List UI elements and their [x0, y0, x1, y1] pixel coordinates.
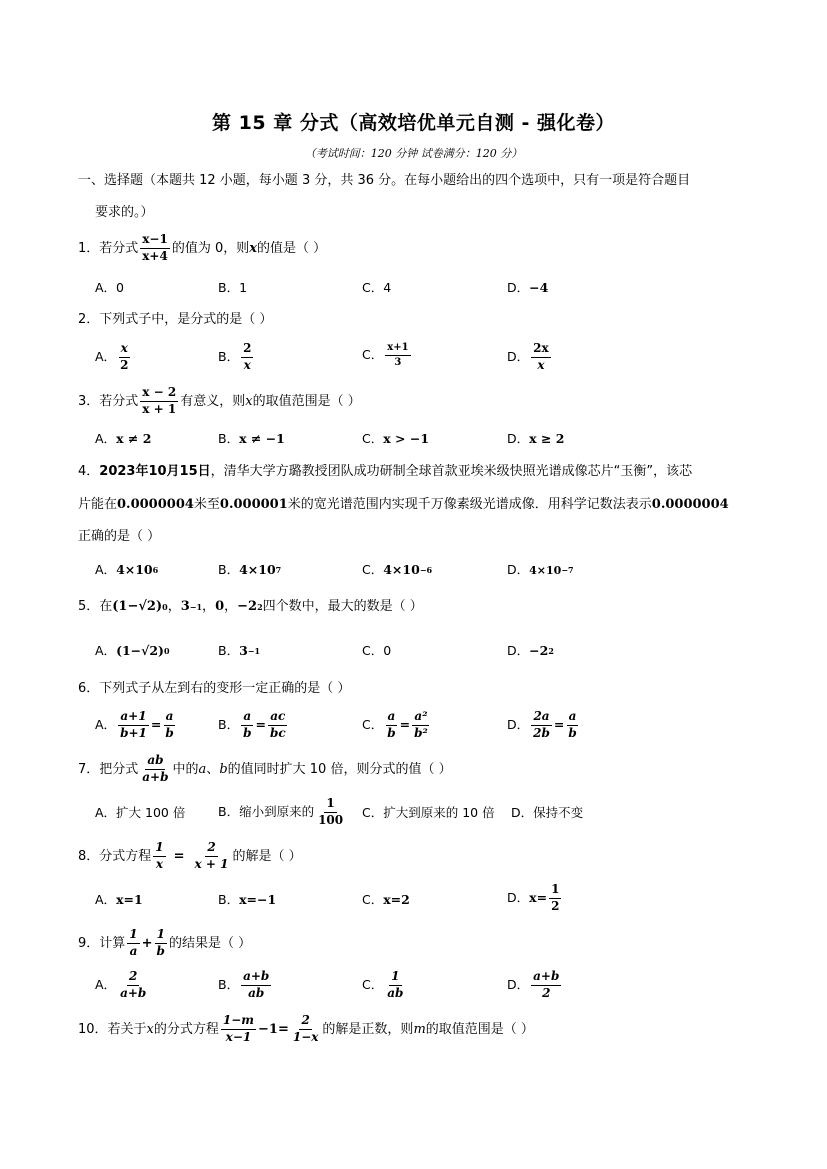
q1-option-d[interactable]	[507, 282, 548, 295]
q8-eq: =	[173, 848, 185, 864]
q2-d-frac	[531, 342, 551, 373]
q5-d-label: D．	[507, 643, 530, 658]
q7-b-den: 100	[318, 812, 344, 827]
q2-d-den: x	[537, 357, 545, 372]
q3-den: x + 1	[142, 401, 177, 416]
q4-b-base: 4×10	[239, 562, 276, 577]
q2-b-frac	[241, 342, 253, 373]
q9-post: 的结果是（ ）	[168, 935, 252, 951]
q2-b-num: 2	[241, 342, 253, 358]
q8-lnum: 1	[153, 841, 165, 857]
q4-option-d[interactable]: D． 4×10 −7	[507, 562, 574, 577]
q1-option-d-label: D．	[507, 280, 530, 295]
q5-expr1: (1−√2)	[112, 599, 163, 614]
q5-b-label: B．	[218, 643, 240, 658]
q1-var: x	[249, 240, 258, 256]
q6-c-d2: b²	[414, 725, 428, 740]
q6-d-eq: =	[553, 717, 565, 733]
q8-c-label: C．	[362, 892, 384, 907]
q7-b-frac	[316, 797, 345, 828]
q2-a-frac	[118, 342, 130, 373]
q6-option-d[interactable]	[507, 710, 581, 741]
question-6: 6．下列式子从左到右的变形一定正确的是（ ）	[78, 681, 351, 696]
q10-pre: 10．若关于	[78, 1021, 147, 1037]
q3-c-label: C．	[362, 431, 384, 446]
q9-option-b[interactable]	[218, 970, 273, 1001]
q7-fraction	[140, 754, 170, 785]
q4-a-label: A．	[95, 562, 117, 577]
q9-a-num: 2	[127, 970, 139, 986]
section-heading-cont: 要求的。）	[95, 205, 154, 220]
question-5: 5．在 (1−√2) 0 ， 3 −1 ， 0 ， −2 2 四个数中，最大的数是（ ）	[78, 599, 423, 614]
q9-pre: 9．计算	[78, 935, 126, 951]
q8-pre: 8．分式方程	[78, 848, 152, 864]
q10-post1: 的解是正数，则	[322, 1021, 414, 1037]
q7-var-a: a	[198, 761, 207, 777]
q10-var-m: m	[413, 1021, 426, 1037]
q5-b-value: 3	[239, 643, 248, 658]
q9-d-label: D．	[507, 977, 530, 993]
q7-sep: 、	[206, 761, 220, 777]
q2-option-c[interactable]	[362, 342, 413, 368]
q4-value-1: 0.0000004	[117, 497, 194, 512]
q8-d-value: x=	[529, 890, 548, 906]
q5-option-b[interactable]: B． 3 −1	[218, 643, 261, 658]
q7-b-num: 1	[324, 797, 336, 813]
q10-var: x	[146, 1021, 154, 1037]
q1-num: x−1	[140, 233, 170, 249]
q9-d1: a	[129, 943, 138, 958]
q9-a-den: a+b	[120, 985, 147, 1000]
q9-option-c[interactable]	[362, 970, 407, 1001]
q9-a-label: A．	[95, 977, 117, 993]
q8-lden: x	[155, 856, 164, 871]
q10-minus: −1=	[258, 1021, 289, 1037]
q5-expr2: 3	[180, 599, 190, 614]
q6-b-label: B．	[218, 717, 240, 733]
q5-a-value: (1−√2)	[116, 643, 164, 658]
q10-post2: 的取值范围是（ ）	[425, 1021, 534, 1037]
q2-c-den: 3	[394, 356, 402, 368]
q2-b-label: B．	[218, 349, 240, 365]
q10-d1: x−1	[225, 1029, 252, 1044]
q1-post1: 的值为 0，则	[171, 240, 250, 256]
q6-b-d2: bc	[269, 725, 286, 740]
q2-a-num: x	[119, 342, 130, 358]
q5-post: 四个数中，最大的数是（ ）	[262, 599, 423, 614]
section-heading: 一、选择题（本题共 12 小题，每小题 3 分，共 36 分。在每小题给出的四个选项中，只有一项是符合题目	[78, 173, 691, 188]
question-2: 2．下列式子中，是分式的是（ ）	[78, 312, 273, 327]
q9-b-num: a+b	[241, 970, 271, 986]
q6-a-n2: a	[164, 710, 176, 726]
q8-b-value: x=−1	[239, 892, 277, 907]
q4-value-2: 0.000001	[219, 497, 288, 512]
question-10	[78, 1014, 534, 1045]
q6-a-d2: b	[165, 725, 174, 740]
q3-b-label: B．	[218, 431, 240, 446]
q6-option-b[interactable]	[218, 710, 290, 741]
q3-option-c[interactable]	[362, 433, 429, 446]
q9-n1: 1	[127, 928, 139, 944]
q9-frac2	[155, 928, 167, 959]
q4-c-label: C．	[362, 562, 384, 577]
q3-a-value: x ≠ 2	[116, 431, 152, 446]
q8-option-c[interactable]	[362, 894, 410, 907]
q6-d-d2: b	[568, 725, 577, 740]
q9-plus: +	[141, 935, 153, 951]
q6-d-d1: 2b	[533, 725, 550, 740]
q4-option-c[interactable]: C． 4×10 −6	[362, 562, 433, 577]
q4-value-3: 0.0000004	[651, 497, 729, 512]
question-9	[78, 928, 251, 959]
q7-var-b: b	[219, 761, 228, 777]
q7-option-b[interactable]	[218, 797, 347, 828]
q3-fraction	[140, 386, 178, 417]
q7-den: a+b	[142, 769, 169, 784]
q6-c-frac1	[385, 710, 397, 741]
q5-expr4: −2	[237, 599, 258, 614]
question-4-line1	[78, 465, 692, 478]
q8-option-d[interactable]	[507, 883, 563, 914]
q9-c-frac	[385, 970, 405, 1001]
q5-pre: 5．在	[78, 599, 113, 614]
q9-frac1	[127, 928, 139, 959]
q2-a-label: A．	[95, 349, 117, 365]
q4-line2-c: 米至	[193, 497, 220, 512]
q1-fraction	[140, 233, 170, 264]
q4-c-base: 4×10	[383, 562, 420, 577]
q8-option-b[interactable]	[218, 894, 276, 907]
q5-expr3: 0	[215, 599, 225, 614]
q4-option-b[interactable]: B． 4×10 7	[218, 562, 282, 577]
q8-b-label: B．	[218, 892, 240, 907]
q1-option-c[interactable]: C．4	[362, 280, 392, 295]
q1-option-b[interactable]: B．1	[218, 280, 248, 295]
q1-option-a[interactable]: A．0	[95, 280, 125, 295]
q6-d-n2: a	[567, 710, 579, 726]
q4-line2-a: 片能在	[78, 497, 118, 512]
q7-post1: 中的	[172, 761, 199, 777]
q6-d-frac1	[531, 710, 552, 741]
q4-option-a[interactable]: A． 4×10 6	[95, 562, 159, 577]
q7-post2: 的值同时扩大 10 倍，则分式的值（ ）	[227, 761, 452, 777]
q6-option-c[interactable]	[362, 710, 432, 741]
q1-pre: 1．若分式	[78, 240, 139, 256]
q5-a-label: A．	[95, 643, 117, 658]
q1-post2: 的值是（ ）	[257, 240, 327, 256]
q6-option-a[interactable]	[95, 710, 178, 741]
q7-num: ab	[145, 754, 165, 770]
q5-sep2: ，	[202, 599, 216, 614]
question-7	[78, 754, 452, 785]
q6-d-n1: 2a	[531, 710, 551, 726]
q2-c-num: x+1	[385, 342, 410, 356]
q3-d-value: x ≥ 2	[529, 431, 565, 446]
q6-a-eq: =	[150, 717, 162, 733]
q4-num: 4．	[78, 464, 100, 479]
q6-b-n2: ac	[268, 710, 287, 726]
q8-rden: x + 1	[194, 856, 229, 871]
q9-b-den: ab	[248, 985, 265, 1000]
q9-n2: 1	[155, 928, 167, 944]
q6-a-frac1	[118, 710, 149, 741]
q6-d-frac2	[566, 710, 578, 741]
q8-d-frac	[549, 883, 561, 914]
q6-c-n1: a	[386, 710, 398, 726]
page-title: 第 15 章 分式（高效培优单元自测 - 强化卷）	[212, 112, 615, 134]
q6-b-frac1	[241, 710, 253, 741]
q5-option-d[interactable]: D． −2 2	[507, 643, 554, 658]
q9-d-num: a+b	[531, 970, 561, 986]
q2-c-frac	[385, 342, 410, 368]
q5-option-c[interactable]: C．0	[362, 643, 392, 658]
q3-var: x	[245, 393, 253, 409]
q3-num: x − 2	[140, 386, 178, 402]
q10-n1: 1−m	[221, 1014, 256, 1030]
q3-option-b[interactable]	[218, 433, 285, 446]
q10-frac1	[221, 1014, 256, 1045]
q8-a-value: x=1	[116, 892, 143, 907]
q8-rnum: 2	[205, 841, 217, 857]
q2-d-num: 2x	[531, 342, 551, 358]
q9-b-frac	[241, 970, 271, 1001]
q9-option-d[interactable]	[507, 970, 563, 1001]
q8-c-value: x=2	[383, 892, 410, 907]
q1-den: x+4	[142, 248, 168, 263]
q7-option-a[interactable]: A．扩大 100 倍	[95, 805, 186, 820]
q9-c-label: C．	[362, 977, 384, 993]
q9-c-num: 1	[389, 970, 401, 986]
q10-mid: 的分式方程	[153, 1021, 219, 1037]
q4-a-base: 4×10	[116, 562, 153, 577]
q6-c-label: C．	[362, 717, 384, 733]
q9-a-frac	[118, 970, 148, 1001]
q3-b-value: x ≠ −1	[239, 431, 285, 446]
q8-option-a[interactable]	[95, 894, 143, 907]
q6-c-eq: =	[399, 717, 411, 733]
q9-c-den: ab	[387, 985, 404, 1000]
q3-pre: 3．若分式	[78, 393, 139, 409]
q3-option-d[interactable]	[507, 433, 564, 446]
q3-post2: 的取值范围是（ ）	[252, 393, 361, 409]
q4-d-base: 4×10	[529, 563, 562, 577]
q3-option-a[interactable]	[95, 433, 151, 446]
q6-c-d1: b	[387, 725, 396, 740]
q7-pre: 7．把分式	[78, 761, 139, 777]
question-4-line3: 正确的是（ ）	[78, 529, 161, 544]
q3-d-label: D．	[507, 431, 530, 446]
q2-a-den: 2	[120, 357, 129, 372]
q8-d-den: 2	[551, 898, 560, 913]
page-subtitle: （考试时间：120 分钟 试卷满分：120 分）	[304, 147, 523, 160]
q2-option-a[interactable]	[95, 342, 132, 373]
q5-d-value: −2	[529, 643, 549, 658]
q4-line2-e: 米的宽光谱范围内实现千万像素级光谱成像．用科学记数法表示	[287, 497, 652, 512]
question-4-line2	[78, 498, 729, 511]
q2-option-d[interactable]	[507, 342, 553, 373]
q10-frac2	[291, 1014, 321, 1045]
q6-c-frac2	[412, 710, 430, 741]
question-3	[78, 386, 361, 417]
q6-b-eq: =	[255, 717, 266, 733]
q9-option-a[interactable]	[95, 970, 150, 1001]
q6-b-d1: b	[243, 725, 252, 740]
q10-d2: 1−x	[292, 1029, 319, 1044]
q8-rfrac	[193, 841, 231, 872]
q7-option-c[interactable]: C．扩大到原来的 10 倍	[362, 805, 495, 820]
q3-post1: 有意义，则	[180, 393, 246, 409]
q2-d-label: D．	[507, 349, 530, 365]
q5-sep3: ，	[224, 599, 238, 614]
q6-a-d1: b+1	[120, 725, 147, 740]
q6-c-n2: a²	[412, 710, 429, 726]
q5-option-a[interactable]: A． (1−√2) 0	[95, 643, 170, 658]
q9-d2: b	[156, 943, 165, 958]
q8-a-label: A．	[95, 892, 117, 907]
q1-option-d-value: −4	[529, 280, 549, 295]
q9-d-frac	[531, 970, 561, 1001]
q4-b-label: B．	[218, 562, 240, 577]
q6-a-label: A．	[95, 717, 117, 733]
q8-d-num: 1	[549, 883, 561, 899]
q3-a-label: A．	[95, 431, 117, 446]
q6-b-n1: a	[241, 710, 253, 726]
q7-option-d[interactable]: D．保持不变	[511, 805, 584, 820]
q10-n2: 2	[299, 1014, 311, 1030]
q2-b-den: x	[243, 357, 251, 372]
q8-d-label: D．	[507, 890, 530, 906]
question-8	[78, 841, 302, 872]
q2-option-b[interactable]	[218, 342, 255, 373]
q6-d-label: D．	[507, 717, 530, 733]
q8-lfrac	[153, 841, 165, 872]
q6-a-n1: a+1	[118, 710, 148, 726]
q3-c-value: x > −1	[383, 431, 430, 446]
q5-sep1: ，	[167, 599, 181, 614]
question-1	[78, 233, 326, 264]
q2-c-label: C．	[362, 346, 384, 362]
q6-a-frac2	[163, 710, 175, 741]
q4-date: 2023年10月15日	[99, 464, 211, 479]
q9-b-label: B．	[218, 977, 240, 993]
q4-line1-text: ，清华大学方璐教授团队成功研制全球首款亚埃米级快照光谱成像芯片“玉衡”，该芯	[210, 464, 693, 479]
q9-d-den: 2	[542, 985, 551, 1000]
q4-d-label: D．	[507, 562, 530, 577]
q7-b-label: B．缩小到原来的	[218, 804, 315, 820]
q8-post: 的解是（ ）	[232, 848, 302, 864]
q6-b-frac2	[268, 710, 288, 741]
